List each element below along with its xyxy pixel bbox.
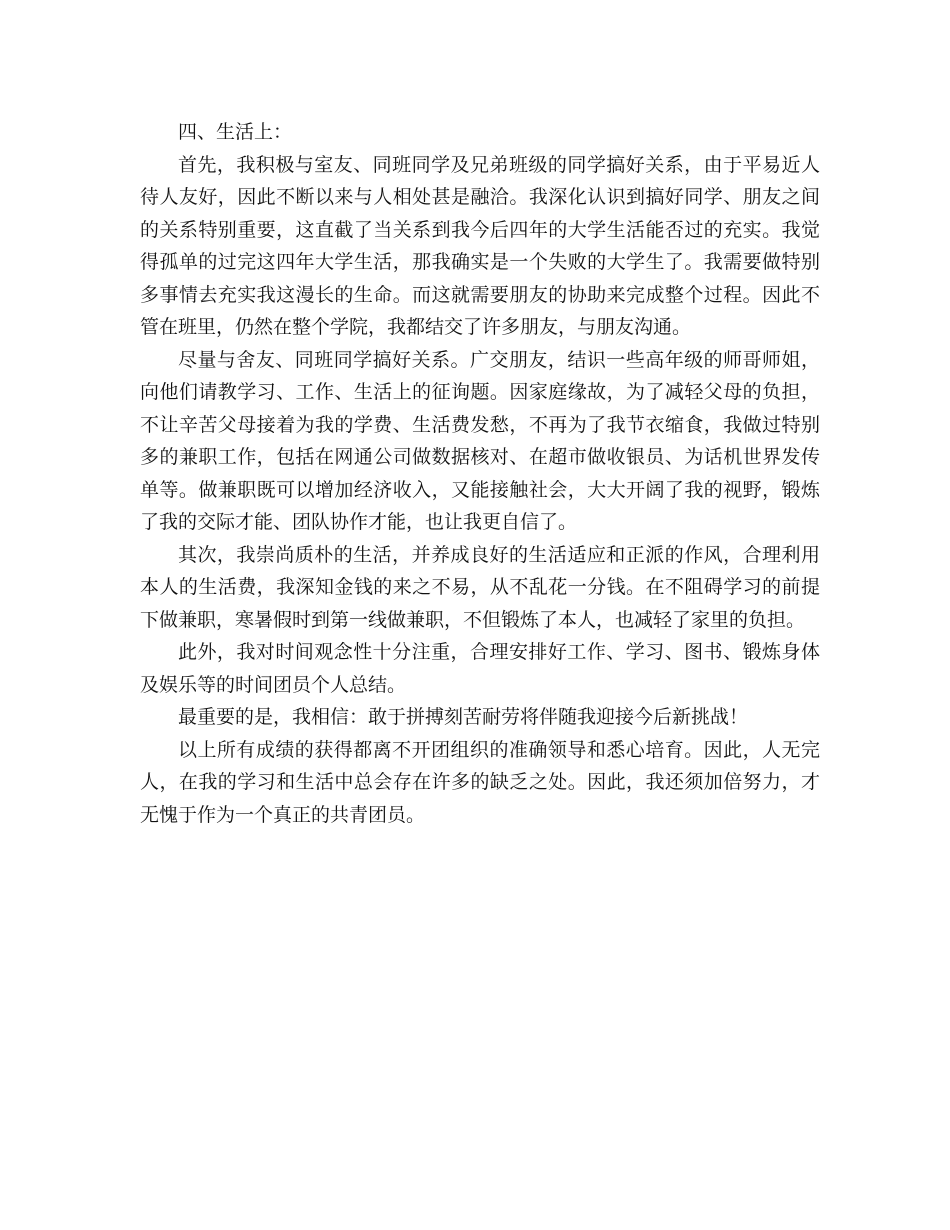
paragraph-conclusion: 以上所有成绩的获得都离不开团组织的准确领导和悉心培育。因此，人无完人，在我的学习和生活中总会存在许多的缺乏之处。因此，我还须加倍努力，才无愧于作为一个真正的共青团员。 — [140, 738, 820, 826]
section-heading: 四、生活上： — [178, 121, 293, 143]
paragraph-belief: 最重要的是，我相信：敢于拼搏刻苦耐劳将伴随我迎接今后新挑战！ — [178, 706, 749, 728]
document-body — [140, 116, 820, 831]
paragraph-relationships: 首先，我积极与室友、同班同学及兄弟班级的同学搞好关系，由于平易近人待人友好，因此不断以来与人相处甚是融洽。我深化认识到搞好同学、朋友之间的关系特别重要，这直截了当关系到我今后四年的大学生活能否过的充实。我觉得孤单的过完这四年大学生活，那我确实是一个失败的大学生了。我需要做特别多事情去充实我这漫长的生命。而这就需要朋友的协助来完成整个过程。因此不管在班里，仍然在整个学院，我都结交了许多朋友，与朋友沟通。 — [140, 153, 820, 338]
paragraph-time-management: 此外，我对时间观念性十分注重，合理安排好工作、学习、图书、锻炼身体及娱乐等的时间团员个人总结。 — [140, 641, 820, 696]
paragraph-frugal-life: 其次，我崇尚质朴的生活，并养成良好的生活适应和正派的作风，合理利用本人的生活费，我深知金钱的来之不易，从不乱花一分钱。在不阻碍学习的前提下做兼职，寒暑假时到第一线做兼职，不但锻炼了本人，也减轻了家里的负担。 — [140, 543, 820, 631]
paragraph-part-time-jobs: 尽量与舍友、同班同学搞好关系。广交朋友，结识一些高年级的师哥师姐，向他们请教学习、工作、生活上的征询题。因家庭缘故，为了减轻父母的负担，不让辛苦父母接着为我的学费、生活费发愁，不再为了我节衣缩食，我做过特别多的兼职工作，包括在网通公司做数据核对、在超市做收银员、为话机世界发传单等。做兼职既可以增加经济收入，又能接触社会，大大开阔了我的视野，锻炼了我的交际才能、团队协作才能，也让我更自信了。 — [140, 348, 820, 533]
